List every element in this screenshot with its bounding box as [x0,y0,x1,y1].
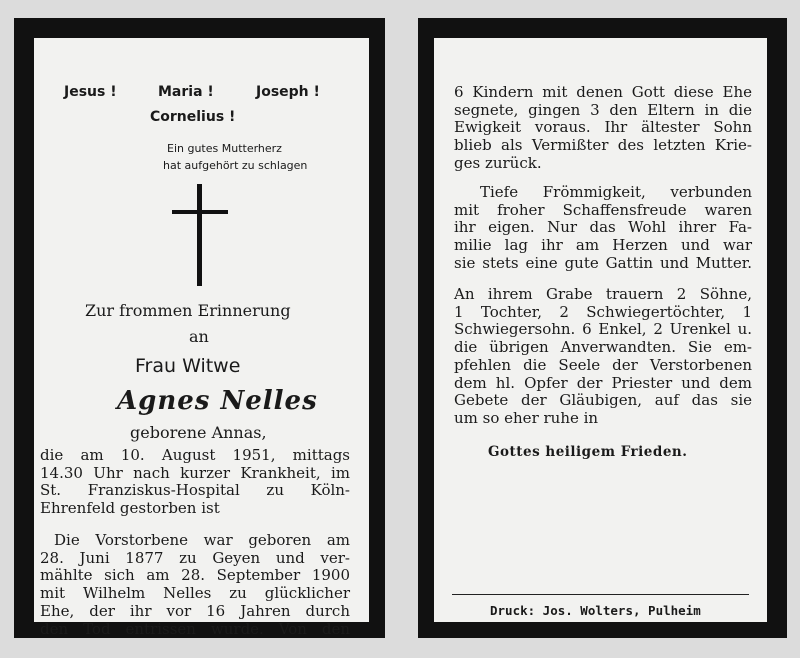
mourners-paragraph [454,286,752,428]
birth-name: geborene Annas, [130,423,267,442]
death-line-1: die am 10. August 1951, mittags [40,446,350,464]
life-line-3: mählte sich am 28. September 1900 [40,566,350,585]
piety-line-1: Tiefe Frömmigkeit, verbunden [480,183,752,201]
deceased-name: Agnes Nelles [117,386,318,416]
children-paragraph [454,84,752,173]
mutterherz-line-1: Ein gutes Mutterherz [167,142,282,155]
life-paragraph [40,532,350,638]
right-card-page [434,38,767,622]
title-frau-witwe: Frau Witwe [135,355,241,377]
mourners-line-4: die übrigen Anverwandten. Sie em- [454,338,752,357]
children-line-5: ges zurück. [454,153,542,172]
mourners-line-6: dem hl. Opfer der Priester und dem [454,373,752,392]
piety-line-2: mit froher Schaffensfreude waren [454,200,752,219]
printer-divider [452,594,749,595]
mutterherz-line-2: hat aufgehört zu schlagen [163,159,308,172]
mourners-line-1: An ihrem Grabe trauern 2 Söhne, [454,285,752,303]
children-line-4: blieb als Vermißter des letzten Krie- [454,136,752,155]
cross-icon [172,184,228,286]
death-line-4: Ehrenfeld gestorben ist [40,499,220,518]
mourners-line-2: 1 Tochter, 2 Schwiegertöchter, 1 [454,302,752,321]
right-card-border [418,18,787,638]
mourners-line-7: Gebete der Gläubigen, auf das sie [454,391,752,410]
children-line-3: Ewigkeit voraus. Ihr ältester Sohn [454,118,752,137]
invocation-joseph: Joseph ! [256,84,320,100]
death-line-3: St. Franziskus-Hospital zu Köln- [40,481,350,500]
piety-line-4: milie lag ihr am Herzen und war [454,236,752,255]
life-line-4: mit Wilhelm Nelles zu glücklicher [40,584,350,603]
death-paragraph [40,447,350,518]
memory-line: Zur frommen Erinnerung [85,301,291,320]
printer-imprint: Druck: Jos. Wolters, Pulheim [490,603,701,618]
piety-paragraph [454,184,752,273]
left-card-page [34,38,369,638]
death-line-2: 14.30 Uhr nach kurzer Krankheit, im [40,463,350,482]
mourners-line-5: pfehlen die Seele der Verstorbenen [454,355,752,374]
life-line-2: 28. Juni 1877 zu Geyen und ver- [40,548,350,567]
life-line-6: den Tod entrissen wurde. Von den [40,619,350,638]
piety-line-3: ihr eigen. Nur das Wohl ihrer Fa- [454,218,752,237]
children-line-1: 6 Kindern mit denen Gott diese Ehe [454,83,752,101]
mourners-line-8: um so eher ruhe in [454,408,599,427]
children-line-2: segnete, gingen 3 den Eltern in die [454,100,752,119]
closing-line: Gottes heiligem Frieden. [488,444,688,460]
invocation-cornelius: Cornelius ! [150,109,236,125]
mourners-line-3: Schwiegersohn. 6 Enkel, 2 Urenkel u. [454,320,752,339]
invocation-jesus: Jesus ! [64,84,117,100]
life-line-1: Die Vorstorbene war geboren am [54,531,350,549]
memory-an: an [189,327,209,346]
piety-line-5: sie stets eine gute Gattin und Mutter. [454,253,752,272]
life-line-5: Ehe, der ihr vor 16 Jahren durch [40,601,350,620]
left-card-border [14,18,385,638]
invocation-maria: Maria ! [158,84,214,100]
